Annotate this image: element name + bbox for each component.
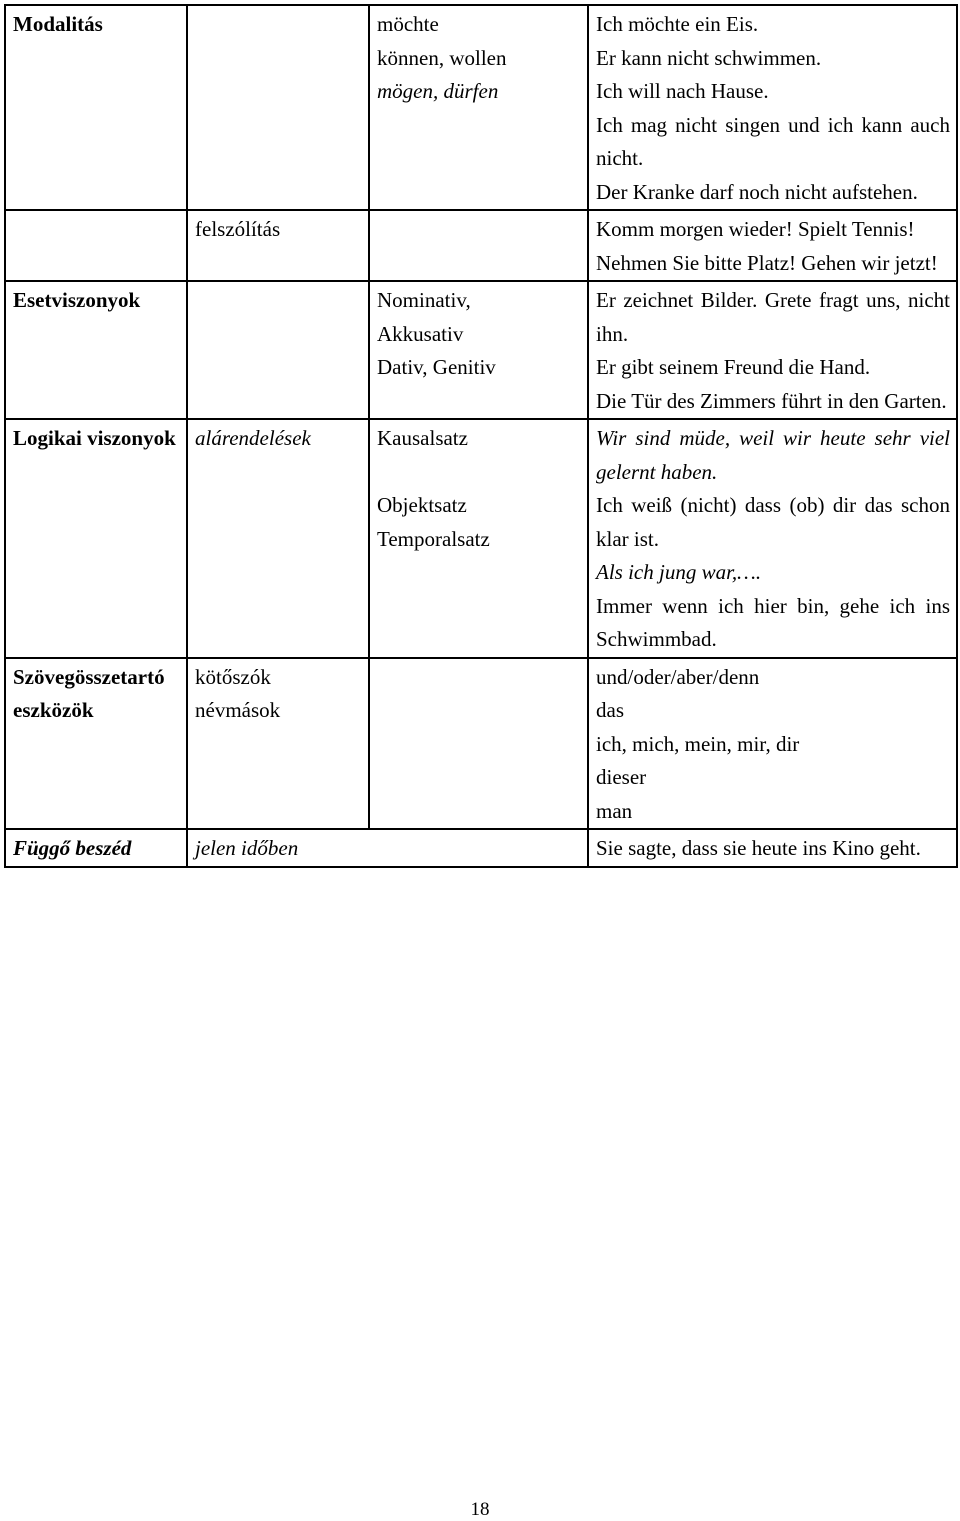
example-item: Er zeichnet Bilder. Grete fragt uns, nicht ihn. [596, 288, 950, 346]
category-label: Logikai viszonyok [13, 426, 176, 450]
example-item: Der Kranke darf noch nicht aufstehen. [596, 179, 918, 204]
example-item: Als ich jung war,…. [596, 560, 762, 584]
form-item: Kausalsatz [377, 426, 468, 450]
table-row [5, 210, 957, 281]
forms-cell [369, 281, 588, 419]
form-item: möchte [377, 12, 439, 36]
example-item: das [596, 698, 624, 722]
forms-cell [369, 5, 588, 210]
grammar-table [4, 4, 958, 868]
example-item: Ich weiß (nicht) dass (ob) dir das schon klar ist. [596, 493, 950, 551]
page-number: 18 [470, 1499, 490, 1520]
subcategory-cell [187, 281, 369, 419]
examples-cell [588, 210, 957, 281]
example-item: Nehmen Sie bitte Platz! Gehen wir jetzt! [596, 250, 938, 275]
example-item: Wir sind müde, weil wir heute sehr viel gelernt haben. [596, 426, 950, 484]
example-item: Ich möchte ein Eis. [596, 12, 759, 36]
table-row [5, 829, 957, 867]
subcategory-cell [187, 658, 369, 830]
category-cell [5, 658, 187, 830]
category-cell [5, 419, 187, 658]
example-item: ich, mich, mein, mir, dir [596, 731, 800, 756]
examples-cell [588, 5, 957, 210]
subcategory-cell [187, 210, 369, 281]
example-item: Ich mag nicht singen und ich kann auch nicht. [596, 112, 950, 170]
examples-cell [588, 419, 957, 658]
form-item: Dativ, Genitiv [377, 355, 496, 379]
forms-cell [369, 658, 588, 830]
examples-cell [588, 281, 957, 419]
subcategory-label: felszólítás [195, 217, 281, 241]
category-label: Modalitás [13, 12, 103, 36]
example-item: dieser [596, 765, 647, 789]
table-row [5, 281, 957, 419]
example-item: Immer wenn ich hier bin, gehe ich ins Schwimmbad. [596, 593, 950, 651]
example-item: und/oder/aber/denn [596, 664, 760, 689]
example-item: Komm morgen wieder! Spielt Tennis! [596, 217, 915, 241]
example-item: man [596, 798, 633, 823]
form-item: mögen, dürfen [377, 79, 499, 103]
examples-cell [588, 658, 957, 830]
example-item: Er gibt seinem Freund die Hand. [596, 355, 871, 379]
examples-cell [588, 829, 957, 867]
category-cell [5, 281, 187, 419]
form-item: Objektsatz [377, 493, 467, 517]
subcategory-label: kötőszók [195, 664, 271, 689]
category-label: Esetviszonyok [13, 288, 141, 312]
example-item: Die Tür des Zimmers führt in den Garten. [596, 388, 947, 413]
subcategory-cell [187, 829, 588, 867]
subcategory-cell [187, 419, 369, 658]
category-cell [5, 829, 187, 867]
subcategory-label: alárendelések [195, 426, 311, 450]
table-row [5, 5, 957, 210]
table-row [5, 419, 957, 658]
form-item: können, wollen [377, 45, 507, 70]
subcategory-label: jelen időben [195, 836, 299, 860]
category-label: Szövegösszetartó eszközök [13, 664, 165, 722]
form-item: Temporalsatz [377, 526, 490, 551]
subcategory-cell [187, 5, 369, 210]
example-item: Er kann nicht schwimmen. [596, 45, 822, 70]
category-label: Függő beszéd [13, 836, 132, 860]
example-item: Sie sagte, dass sie heute ins Kino geht. [596, 836, 921, 860]
form-item: Akkusativ [377, 321, 464, 346]
form-item: Nominativ, [377, 288, 471, 312]
example-item: Ich will nach Hause. [596, 79, 769, 103]
table-row [5, 658, 957, 830]
category-cell [5, 5, 187, 210]
forms-cell [369, 419, 588, 658]
form-spacer [377, 456, 581, 490]
forms-cell [369, 210, 588, 281]
category-cell [5, 210, 187, 281]
subcategory-label: névmások [195, 698, 281, 722]
